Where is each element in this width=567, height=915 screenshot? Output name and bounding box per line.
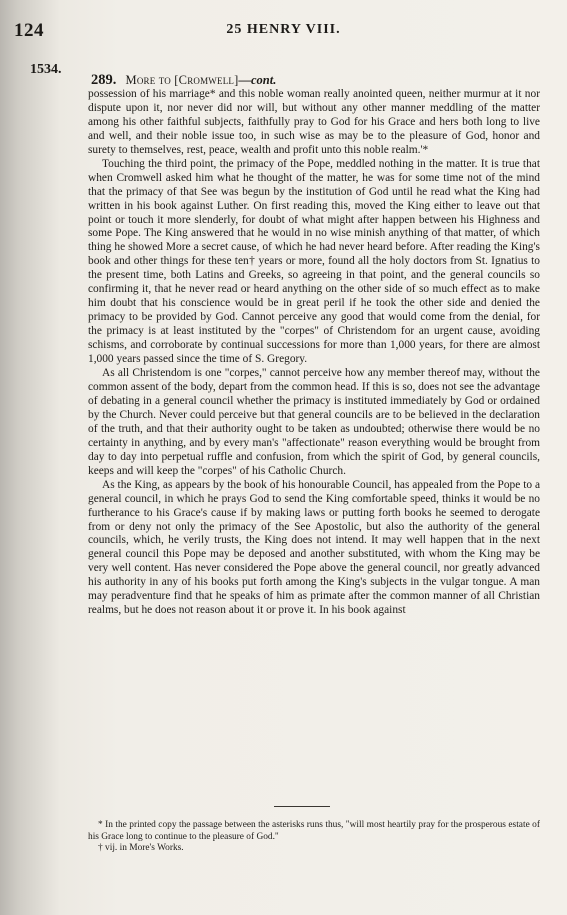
paragraph: As all Christendom is one "corpes," cannot perceive how any member thereof may, without the common assent of the body, depart from the common head. If this is so, does not see the advantage of debating in a general council whether the primacy is instituted immediately by God or ordained by the Church. Never could perceive but that general councils are to be believed in the declaration of the truth, and that their authority ought to be taken as undoubted; otherwise there would be no certainty in anything, and by every man's "affectionate" reason everything would be brought from day to day into perpetual ruffle and confusion, from which the spirit of God, by general councils, keeps and will keep the "corpes" of his Catholic Church. — [88, 367, 540, 477]
margin-year: 1534. — [30, 62, 62, 77]
main-text — [88, 74, 540, 618]
footnote-divider — [274, 806, 330, 807]
footnote: * In the printed copy the passage between the asterisks runs thus, "will most heartily pray for the prosperous estate of his Grace long to continue to the pleasure of God." — [88, 820, 540, 842]
entry-title: More to [Cromwell] — [125, 73, 239, 87]
entry-heading — [91, 74, 540, 88]
paragraph: possession of his marriage* and this noble woman really anointed queen, neither murmur at it nor dispute upon it, nor never did nor will, but without any other manner meddling of the matter among his other faithful subjects, faithfully pray to God for his Grace and hers both long to live and well, and their noble issue too, in such wise as may be to the pleasure of God, honor and surety to themselves, rest, peace, wealth and profit unto this noble realm.'* — [88, 87, 540, 156]
footnotes — [88, 820, 540, 855]
running-title: 25 HENRY VIII. — [226, 22, 341, 37]
paragraph: Touching the third point, the primacy of the Pope, meddled nothing in the matter. It is true that when Cromwell asked him what he thought of the matter, he was for some time not of the mind that the primacy of that See was begun by the institution of God until he read what the King had written in his book against Luther. On first reading this, moved the King either to leave out that point or touch it more slenderly, for doubt of what might after happen between his Highness and some Pope. The King answered that he would in no wise minish anything of that matter, of which thing he showed More a secret cause, of which he had never heard before. After reading the King's book and other things for these ten† years or more, found all the holy doctors from St. Ignatius to the present time, both Latins and Greeks, so agreeing in that point, and the general councils so confirming it, that he never read or heard anything on the other side of so much effect as to make him doubt that his conscience would be in great peril if he took the other side and denied the primacy to be provided by God. Cannot perceive any good that would come from the denial, for the primacy is at least instituted by the "corpes" of Christendom for an urgent cause, avoiding schisms, and corroborate by continual successions for more than 1,000 years, for there are almost 1,000 years passed since the time of S. Gregory. — [88, 157, 540, 366]
footnote: † vij. in More's Works. — [98, 843, 184, 853]
entry-title-suffix: —cont. — [238, 73, 277, 87]
entry-number: 289. — [91, 72, 117, 88]
page-number: 124 — [14, 20, 44, 41]
paragraph: As the King, as appears by the book of his honourable Council, has appealed from the Pope to a general council, in which he prays God to send the King comfortable speed, thinks it would be no furtherance to his Grace's cause if by making laws or putting forth books he seemed to derogate from or deny not only the primacy of the See Apostolic, but also the authority of the general councils, which, he verily trusts, the King does not intend. It may well happen that in the next general council this Pope may be deposed and another substituted, with whom the King may be very well content. Has never considered the Pope above the general council, nor greatly advanced his authority in any of his books put forth among the King's subjects in the vulgar tongue. A man may peradventure find that he speaks of him as primate after the common manner of all Christian realms, but he does not reason about it or prove it. In his book against — [88, 478, 540, 617]
